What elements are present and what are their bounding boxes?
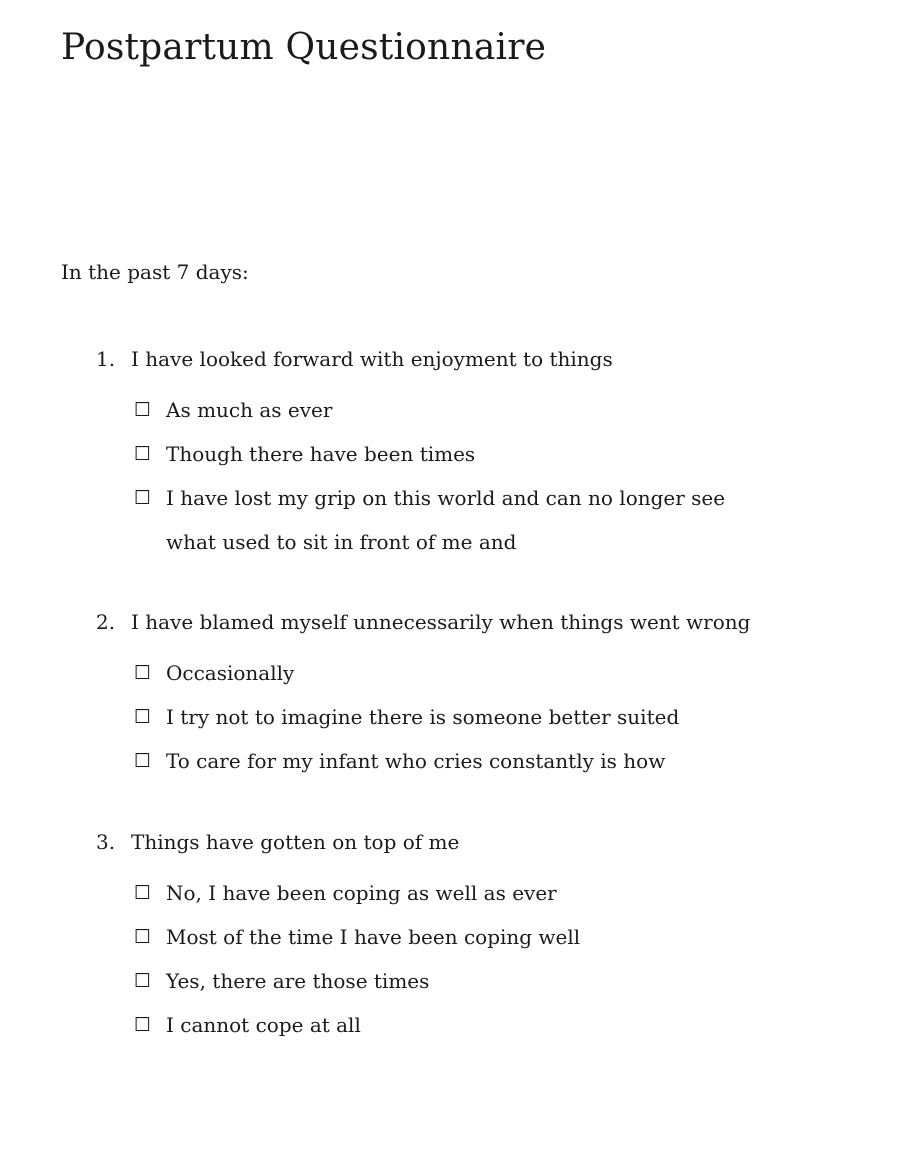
question-1 [96, 344, 856, 564]
option-label: As much as ever [166, 398, 333, 422]
option-checkbox[interactable] [96, 432, 856, 476]
option-checkbox[interactable] [96, 739, 856, 783]
question-3 [96, 827, 856, 1047]
intro-text: In the past 7 days: [61, 260, 249, 284]
checkbox-icon[interactable]: ☐ [134, 662, 152, 684]
checkbox-icon[interactable]: ☐ [134, 399, 152, 421]
question-number: 1. [96, 347, 116, 371]
option-label: No, I have been coping as well as ever [166, 881, 557, 905]
option-checkbox[interactable] [96, 1003, 856, 1047]
option-checkbox[interactable] [96, 871, 856, 915]
option-label: Most of the time I have been coping well [166, 925, 581, 949]
option-label: I try not to imagine there is someone better suited [166, 705, 680, 729]
option-checkbox[interactable] [96, 388, 856, 432]
checkbox-icon[interactable]: ☐ [134, 882, 152, 904]
option-label: I cannot cope at all [166, 1013, 361, 1037]
question-text: Things have gotten on top of me [131, 830, 460, 854]
option-label: Though there have been times [166, 442, 476, 466]
checkbox-icon[interactable]: ☐ [134, 970, 152, 992]
checkbox-icon[interactable]: ☐ [134, 487, 152, 509]
option-checkbox[interactable] [96, 959, 856, 1003]
option-label: I have lost my grip on this world and can no longer see what used to sit in front of me and [166, 486, 726, 554]
checkbox-icon[interactable]: ☐ [134, 443, 152, 465]
option-checkbox[interactable] [96, 695, 856, 739]
checkbox-icon[interactable]: ☐ [134, 926, 152, 948]
checkbox-icon[interactable]: ☐ [134, 750, 152, 772]
page-title: Postpartum Questionnaire [61, 27, 547, 68]
question-2 [96, 607, 856, 783]
option-label: To care for my infant who cries constantly is how [166, 749, 666, 773]
question-text: I have blamed myself unnecessarily when things went wrong [131, 610, 751, 634]
option-checkbox[interactable] [96, 476, 856, 564]
checkbox-icon[interactable]: ☐ [134, 706, 152, 728]
checkbox-icon[interactable]: ☐ [134, 1014, 152, 1036]
option-checkbox[interactable] [96, 915, 856, 959]
question-header [96, 827, 856, 871]
question-header [96, 344, 856, 388]
question-number: 3. [96, 830, 116, 854]
question-number: 2. [96, 610, 116, 634]
question-text: I have looked forward with enjoyment to things [131, 347, 613, 371]
question-header [96, 607, 856, 651]
option-checkbox[interactable] [96, 651, 856, 695]
option-label: Occasionally [166, 661, 295, 685]
option-label: Yes, there are those times [166, 969, 430, 993]
